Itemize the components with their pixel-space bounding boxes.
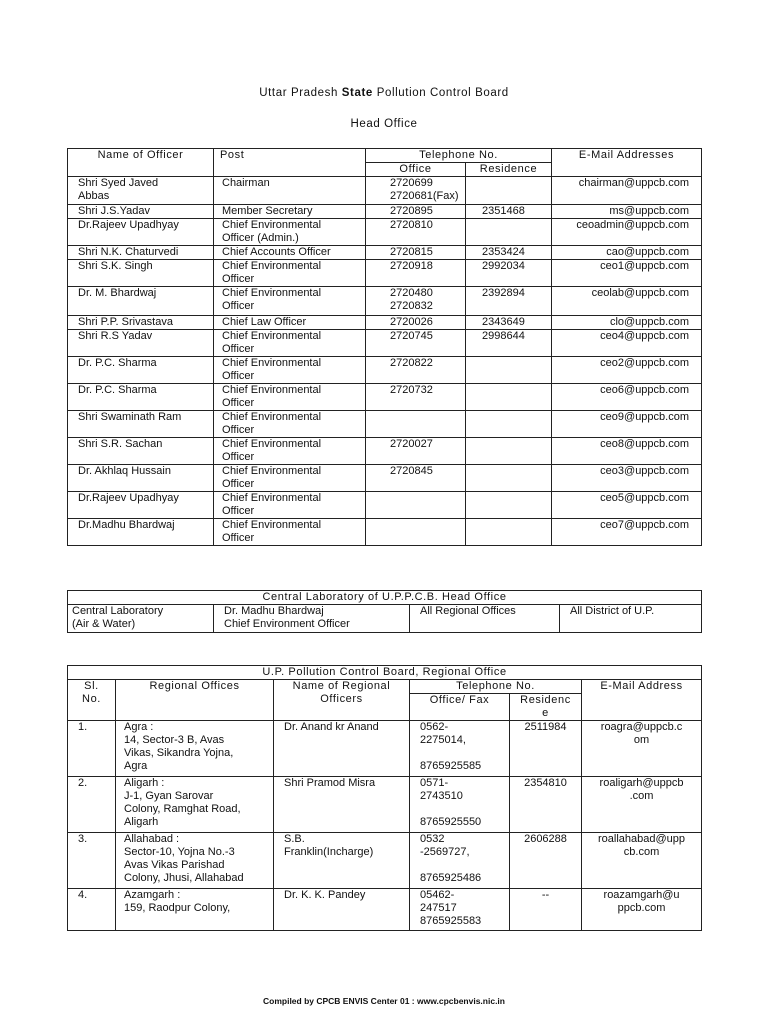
office-phone-cell: 2720745 [366, 330, 466, 357]
residence-phone-cell: 2511984 [510, 721, 582, 777]
table-row [68, 287, 702, 316]
header-office: Office [366, 163, 466, 177]
officer-post-cell: Chief Environmental Officer [214, 260, 366, 287]
email-cell: roaligarh@uppcb .com [582, 777, 702, 833]
email-cell: roazamgarh@u ppcb.com [582, 889, 702, 931]
email-cell: chairman@uppcb.com [552, 177, 702, 205]
residence-phone-cell [466, 219, 552, 246]
regional-office-cell: Allahabad : Sector-10, Yojna No.-3 Avas Vikas Parishad Colony, Jhusi, Allahabad [116, 833, 274, 889]
table-row [68, 357, 702, 384]
officer-post-cell: Chief Environmental Officer [214, 384, 366, 411]
sl-no-cell: 3. [68, 833, 116, 889]
officer-name-cell: Dr.Madhu Bhardwaj [68, 519, 214, 546]
officer-post-cell: Chief Environmental Officer [214, 438, 366, 465]
table-row [68, 260, 702, 287]
table-row [68, 384, 702, 411]
table-row [68, 833, 702, 889]
officer-post-cell: Chairman [214, 177, 366, 205]
table-row [68, 465, 702, 492]
officer-name-cell: Dr. M. Bhardwaj [68, 287, 214, 316]
residence-phone-cell [466, 465, 552, 492]
email-cell: roallahabad@upp cb.com [582, 833, 702, 889]
email-cell: ceoadmin@uppcb.com [552, 219, 702, 246]
table-row [68, 777, 702, 833]
office-phone-cell [366, 411, 466, 438]
header-email: E-Mail Addresses [552, 149, 702, 177]
regional-office-cell: Azamgarh : 159, Raodpur Colony, [116, 889, 274, 931]
officer-post-cell: Chief Accounts Officer [214, 246, 366, 260]
officer-name-cell: Shri R.S Yadav [68, 330, 214, 357]
office-phone-cell [366, 519, 466, 546]
officer-name-cell: Shri S.K. Singh [68, 260, 214, 287]
regional-office-table [67, 665, 702, 931]
residence-phone-cell [466, 357, 552, 384]
header-residence: Residence [466, 163, 552, 177]
officer-post-cell: Chief Environmental Officer [214, 330, 366, 357]
regional-office-title: U.P. Pollution Control Board, Regional Office [68, 666, 702, 680]
residence-phone-cell [466, 438, 552, 465]
officer-name-cell: Shri J.S.Yadav [68, 205, 214, 219]
office-fax-cell: 0532 -2569727, 8765925486 [410, 833, 510, 889]
officer-name-cell: Shri P.P. Srivastava [68, 316, 214, 330]
office-phone-cell: 2720026 [366, 316, 466, 330]
header-residence: Residenc e [510, 694, 582, 721]
central-lab-title: Central Laboratory of U.P.P.C.B. Head Office [68, 591, 702, 605]
central-lab-cell: All District of U.P. [560, 605, 702, 633]
footer-credit: Compiled by CPCB ENVIS Center 01 : www.cpcbenvis.nic.in [263, 996, 505, 1006]
office-phone-cell: 2720822 [366, 357, 466, 384]
officer-name-cell: Shri N.K. Chaturvedi [68, 246, 214, 260]
head-office-table [67, 148, 702, 546]
table-row [68, 492, 702, 519]
residence-phone-cell: 2353424 [466, 246, 552, 260]
email-cell: ceo8@uppcb.com [552, 438, 702, 465]
email-cell: ceo7@uppcb.com [552, 519, 702, 546]
residence-phone-cell [466, 519, 552, 546]
residence-phone-cell [466, 411, 552, 438]
office-phone-cell: 2720895 [366, 205, 466, 219]
table-row [68, 177, 702, 205]
regional-officer-cell: Dr. Anand kr Anand [274, 721, 410, 777]
regional-office-cell: Aligarh : J-1, Gyan Sarovar Colony, Ramghat Road, Aligarh [116, 777, 274, 833]
table-row [68, 316, 702, 330]
header-post: Post [214, 149, 366, 177]
central-lab-cell: All Regional Offices [410, 605, 560, 633]
header-regional-officers: Name of Regional Officers [274, 680, 410, 721]
residence-phone-cell: 2343649 [466, 316, 552, 330]
email-cell: ceo6@uppcb.com [552, 384, 702, 411]
office-fax-cell: 0571- 2743510 8765925550 [410, 777, 510, 833]
table-row [68, 246, 702, 260]
officer-name-cell: Dr.Rajeev Upadhyay [68, 492, 214, 519]
residence-phone-cell: 2351468 [466, 205, 552, 219]
sl-no-cell: 4. [68, 889, 116, 931]
office-phone-cell: 2720027 [366, 438, 466, 465]
email-cell: roagra@uppcb.c om [582, 721, 702, 777]
office-fax-cell: 05462- 247517 8765925583 [410, 889, 510, 931]
email-cell: ceo2@uppcb.com [552, 357, 702, 384]
officer-post-cell: Chief Environmental Officer [214, 465, 366, 492]
officer-name-cell: Shri Syed Javed Abbas [68, 177, 214, 205]
office-phone-cell [366, 492, 466, 519]
email-cell: ceo9@uppcb.com [552, 411, 702, 438]
table-row [68, 721, 702, 777]
email-cell: ceolab@uppcb.com [552, 287, 702, 316]
residence-phone-cell: 2606288 [510, 833, 582, 889]
sl-no-cell: 1. [68, 721, 116, 777]
central-lab-table [67, 590, 702, 633]
officer-post-cell: Chief Environmental Officer [214, 357, 366, 384]
header-regional-offices: Regional Offices [116, 680, 274, 721]
table-row [68, 889, 702, 931]
residence-phone-cell: 2998644 [466, 330, 552, 357]
residence-phone-cell: 2392894 [466, 287, 552, 316]
document-subtitle: Head Office [350, 118, 418, 130]
email-cell: ceo3@uppcb.com [552, 465, 702, 492]
regional-officer-cell: Shri Pramod Misra [274, 777, 410, 833]
header-office-fax: Office/ Fax [410, 694, 510, 721]
office-phone-cell: 2720810 [366, 219, 466, 246]
table-row [68, 205, 702, 219]
email-cell: ceo5@uppcb.com [552, 492, 702, 519]
header-telephone: Telephone No. [410, 680, 582, 694]
regional-office-cell: Agra : 14, Sector-3 B, Avas Vikas, Sikandra Yojna, Agra [116, 721, 274, 777]
office-phone-cell: 2720815 [366, 246, 466, 260]
officer-name-cell: Shri S.R. Sachan [68, 438, 214, 465]
residence-phone-cell: -- [510, 889, 582, 931]
residence-phone-cell: 2354810 [510, 777, 582, 833]
header-email-address: E-Mail Address [582, 680, 702, 721]
table-row [68, 411, 702, 438]
officer-name-cell: Shri Swaminath Ram [68, 411, 214, 438]
officer-name-cell: Dr. P.C. Sharma [68, 384, 214, 411]
email-cell: clo@uppcb.com [552, 316, 702, 330]
sl-no-cell: 2. [68, 777, 116, 833]
email-cell: cao@uppcb.com [552, 246, 702, 260]
office-phone-cell: 2720918 [366, 260, 466, 287]
email-cell: ms@uppcb.com [552, 205, 702, 219]
regional-officer-cell: Dr. K. K. Pandey [274, 889, 410, 931]
email-cell: ceo4@uppcb.com [552, 330, 702, 357]
officer-post-cell: Chief Environmental Officer [214, 492, 366, 519]
document-title: Uttar Pradesh State Pollution Control Board [259, 87, 509, 99]
table-row [68, 519, 702, 546]
officer-post-cell: Chief Environmental Officer (Admin.) [214, 219, 366, 246]
officer-post-cell: Chief Law Officer [214, 316, 366, 330]
officer-name-cell: Dr.Rajeev Upadhyay [68, 219, 214, 246]
office-phone-cell: 2720480 2720832 [366, 287, 466, 316]
residence-phone-cell [466, 492, 552, 519]
header-sl-no: Sl. No. [68, 680, 116, 721]
residence-phone-cell: 2992034 [466, 260, 552, 287]
regional-officer-cell: S.B. Franklin(Incharge) [274, 833, 410, 889]
office-phone-cell: 2720699 2720681(Fax) [366, 177, 466, 205]
residence-phone-cell [466, 384, 552, 411]
table-row [68, 438, 702, 465]
central-lab-cell: Dr. Madhu Bhardwaj Chief Environment Officer [214, 605, 410, 633]
central-lab-cell: Central Laboratory (Air & Water) [68, 605, 214, 633]
officer-post-cell: Chief Environmental Officer [214, 519, 366, 546]
office-phone-cell: 2720845 [366, 465, 466, 492]
officer-post-cell: Chief Environmental Officer [214, 411, 366, 438]
header-name-of-officer: Name of Officer [68, 149, 214, 177]
table-row [68, 219, 702, 246]
officer-post-cell: Chief Environmental Officer [214, 287, 366, 316]
office-fax-cell: 0562- 2275014, 8765925585 [410, 721, 510, 777]
officer-name-cell: Dr. Akhlaq Hussain [68, 465, 214, 492]
residence-phone-cell [466, 177, 552, 205]
header-telephone: Telephone No. [366, 149, 552, 163]
officer-post-cell: Member Secretary [214, 205, 366, 219]
table-row [68, 330, 702, 357]
officer-name-cell: Dr. P.C. Sharma [68, 357, 214, 384]
office-phone-cell: 2720732 [366, 384, 466, 411]
email-cell: ceo1@uppcb.com [552, 260, 702, 287]
